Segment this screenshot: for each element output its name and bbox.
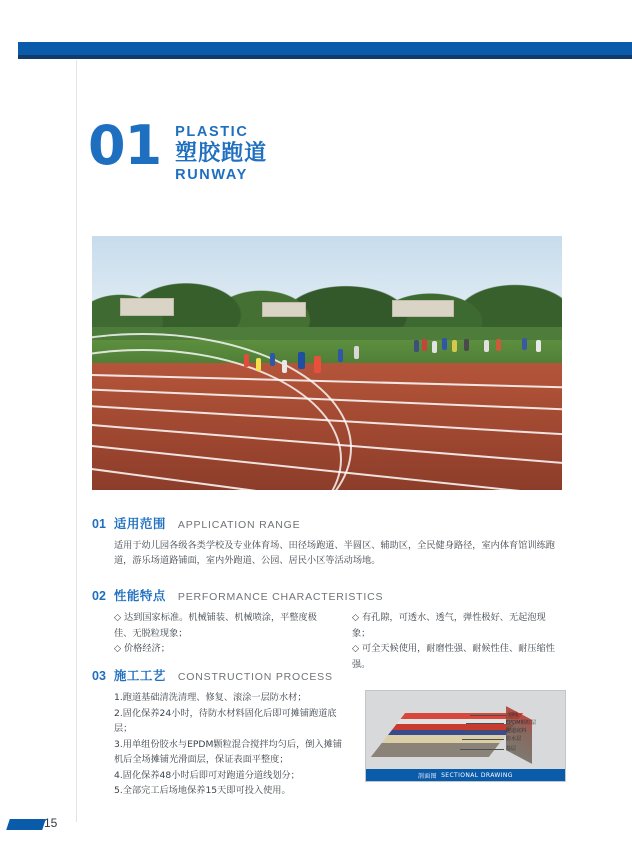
diagram-leader-line [460,749,504,750]
section-body [114,690,566,799]
process-step: 2.固化保养24小时，待防水材料固化后即可摊铺跑道底层； [114,707,337,734]
spectator [442,338,447,350]
section-body [114,610,566,672]
spectator [522,338,527,350]
left-margin-rule [76,60,77,822]
diagram-label-epdm: EPDM颗粒层 [505,720,537,726]
section-title-en: CONSTRUCTION PROCESS [177,671,333,683]
section-number: 03 [92,669,106,683]
runner [354,346,359,359]
page-number: 15 [44,816,58,830]
section-title-en: PERFORMANCE CHARACTERISTICS [177,591,384,603]
feature-item: ◇ 价格经济； [114,643,170,654]
feature-item: ◇ 达到国家标准。机械铺装、机械喷涂，平整度极佳、无脱粒现象； [114,612,317,639]
runner [338,349,343,362]
diagram-label-waterproof: 防水层 [505,736,522,742]
section-performance-characteristics [92,586,566,672]
diagram-caption-en: SECTIONAL DRAWING [441,771,513,779]
section-title-cn: 性能特点 [113,588,166,603]
runner [314,356,321,373]
spectator [422,339,427,351]
section-application-range [92,514,566,568]
section-title-cn: 施工工艺 [113,668,166,683]
feature-item: ◇ 有孔隙，可透水、透气，弹性极好、无起泡现象； [352,612,546,639]
spectator [536,340,541,352]
photo-building [120,298,174,316]
spectator [432,341,437,353]
spectator [414,340,419,352]
diagram-label-line-marking: 划线 [507,712,519,718]
diagram-label-foundation: 基层 [505,746,517,752]
heading-text-group [175,120,267,184]
section-number: 02 [92,589,106,603]
heading-chinese: 塑胶跑道 [175,141,268,166]
feature-column-left [114,610,326,672]
top-bar-blue [0,42,632,55]
section-header [92,514,566,532]
section-number-large: 01 [88,114,162,177]
diagram-leader-line [470,715,506,716]
diagram-layer-foundation [370,743,499,757]
page-title [88,114,268,184]
process-step: 3.用单组份胶水与EPDM颗粒混合搅拌均匀后，倒入摊铺机后全场摊铺光滑面层，保证表面平整度； [114,738,343,765]
runner [256,358,261,371]
process-step: 4.固化保养48小时后即可对跑道分道线划分； [114,769,300,781]
diagram-caption-bar [366,769,565,781]
feature-column-right [352,610,564,672]
footer-accent-bar [6,819,46,830]
diagram-leader-line [462,739,504,740]
section-header [92,586,566,604]
top-decorative-bar [0,42,632,60]
section-title-en: APPLICATION RANGE [177,519,301,531]
photo-building [392,300,454,317]
heading-english-top: PLASTIC [175,124,249,140]
top-bar-notch [0,42,18,59]
track-photo [92,236,562,490]
runner [244,354,249,367]
process-step: 1.跑道基础清洗清理、修复、滚涂一层防水材； [114,692,307,703]
heading-english-bottom: RUNWAY [175,167,248,183]
diagram-caption-cn: 剖面图 [417,772,438,780]
runner [282,360,287,373]
runner [270,353,275,366]
feature-item: ◇ 可全天候使用，耐磨性强、耐候性佳、耐压缩性强。 [352,643,555,670]
photo-treeline [92,256,562,337]
sectional-drawing-diagram [365,690,566,782]
diagram-leader-line [466,723,504,724]
section-construction-process [92,666,566,799]
section-header [92,666,566,684]
runner [298,352,305,369]
diagram-leader-line [464,731,504,732]
section-title-cn: 适用范围 [113,516,166,531]
section-body [114,538,566,568]
section-paragraph: 适用于幼儿园各级各类学校及专业体育场、田径场跑道、半圆区、辅助区，全民健身路径，室内体育馆训练跑道，游乐场道路铺面，室内外跑道、公园、居民小区等活动场地。 [114,540,555,566]
track-curve [92,349,342,490]
spectator [496,339,501,351]
section-number: 01 [92,517,106,531]
page-footer [0,816,632,836]
diagram-label-base-coat: 跑道底料 [505,728,527,734]
process-step-list [114,690,349,799]
process-step: 5.全部完工后场地保养15天即可投入使用。 [114,785,291,796]
spectator [452,340,457,352]
diagram-layer-stack [370,713,522,757]
top-bar-dark [0,55,632,59]
photo-building [262,302,306,317]
spectator [464,339,469,351]
spectator [484,340,489,352]
photo-track-surface [92,363,562,490]
